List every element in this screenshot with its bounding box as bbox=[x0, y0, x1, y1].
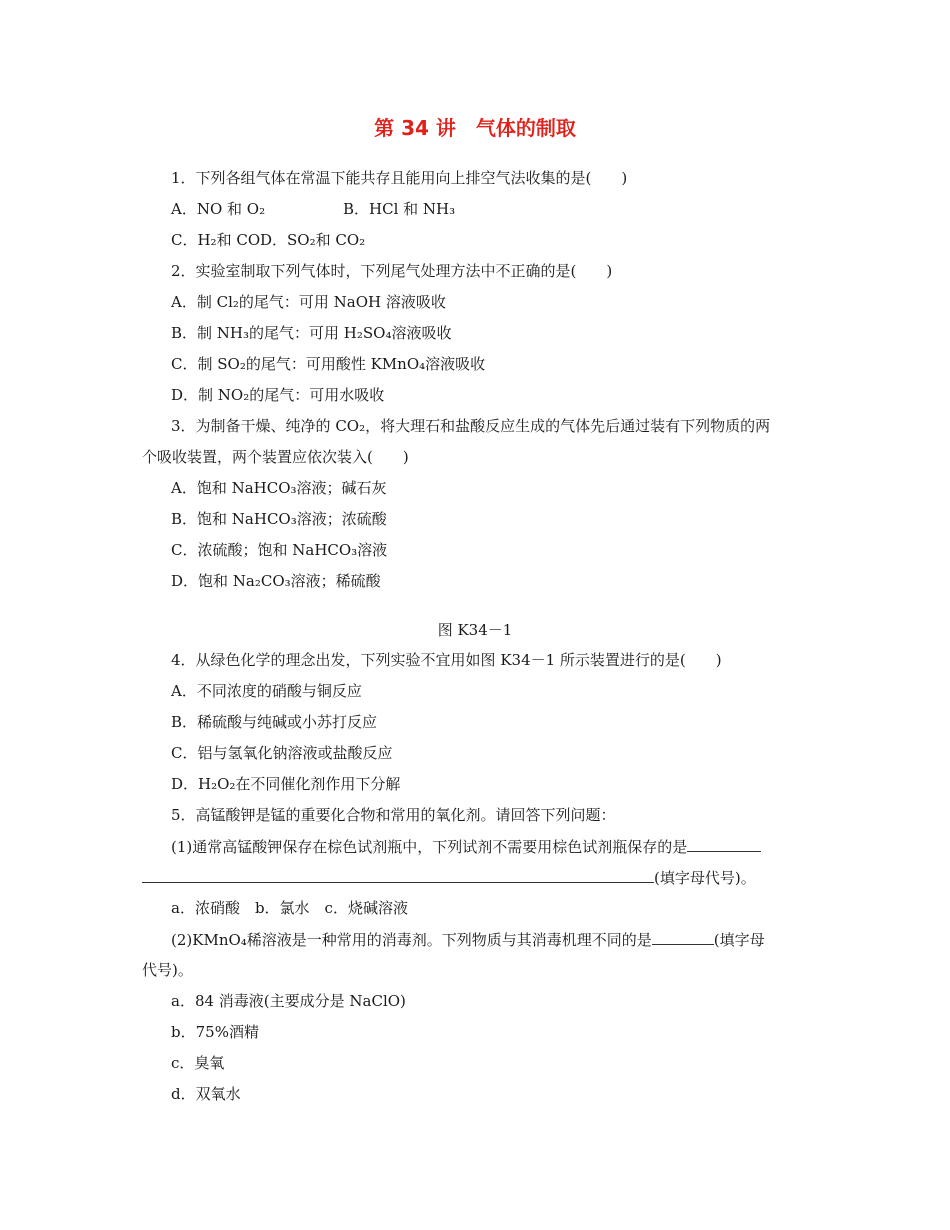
q1-stem: 1．下列各组气体在常温下能共存且能用向上排空气法收集的是( ) bbox=[171, 169, 628, 187]
q1-option-d: D．SO₂和 CO₂ bbox=[260, 231, 366, 249]
q5-part2-option-c: c．臭氧 bbox=[171, 1054, 225, 1072]
q1-option-c: C．H₂和 CO bbox=[171, 231, 261, 249]
q4-option-d: D．H₂O₂在不同催化剂作用下分解 bbox=[171, 775, 401, 793]
q5-stem: 5．高锰酸钾是锰的重要化合物和常用的氧化剂。请回答下列问题： bbox=[171, 806, 616, 824]
q3-option-c: C．浓硫酸；饱和 NaHCO₃溶液 bbox=[171, 541, 388, 559]
page-title: 第 34 讲 气体的制取 bbox=[374, 116, 576, 140]
q5-part2-line2: 代号)。 bbox=[142, 961, 193, 979]
q1-option-b: B．HCl 和 NH₃ bbox=[343, 200, 456, 218]
q2-option-d: D．制 NO₂的尾气：可用水吸收 bbox=[171, 386, 385, 404]
q5-part1-line2 bbox=[142, 867, 756, 888]
figure-caption: 图 K34－1 bbox=[437, 621, 513, 639]
q5-part1-text: (1)通常高锰酸钾保存在棕色试剂瓶中，下列试剂不需要用棕色试剂瓶保存的是 bbox=[171, 838, 688, 856]
q3-option-d: D．饱和 Na₂CO₃溶液；稀硫酸 bbox=[171, 572, 381, 590]
q4-stem: 4．从绿色化学的理念出发，下列实验不宜用如图 K34－1 所示装置进行的是( ) bbox=[171, 651, 722, 669]
q5-part1-answer-blank-cont[interactable] bbox=[142, 867, 654, 883]
q5-part2-option-d: d．双氧水 bbox=[171, 1085, 241, 1103]
q1-option-a: A．NO 和 O₂ bbox=[171, 200, 266, 218]
q5-part2-tail: (填字母 bbox=[713, 931, 765, 949]
q2-option-b: B．制 NH₃的尾气：可用 H₂SO₄溶液吸收 bbox=[171, 324, 452, 342]
q5-part2-answer-blank[interactable] bbox=[652, 929, 714, 945]
q5-part2-option-a: a．84 消毒液(主要成分是 NaClO) bbox=[171, 992, 406, 1010]
q5-part1-line1 bbox=[171, 836, 761, 857]
q2-option-c: C．制 SO₂的尾气：可用酸性 KMnO₄溶液吸收 bbox=[171, 355, 486, 373]
q5-part1-answer-blank[interactable] bbox=[687, 836, 761, 852]
q3-option-a: A．饱和 NaHCO₃溶液；碱石灰 bbox=[171, 479, 387, 497]
q5-part2-line1 bbox=[171, 929, 765, 950]
q2-stem: 2．实验室制取下列气体时，下列尾气处理方法中不正确的是( ) bbox=[171, 262, 613, 280]
q4-option-a: A．不同浓度的硝酸与铜反应 bbox=[171, 682, 362, 700]
q5-part2-option-b: b．75%酒精 bbox=[171, 1023, 259, 1041]
q3-stem-line2: 个吸收装置，两个装置应依次装入( ) bbox=[142, 448, 409, 466]
q5-part2-text: (2)KMnO₄稀溶液是一种常用的消毒剂。下列物质与其消毒机理不同的是 bbox=[171, 931, 652, 949]
q5-part1-options: a．浓硝酸 b．氯水 c．烧碱溶液 bbox=[171, 899, 408, 917]
q3-stem-line1: 3．为制备干燥、纯净的 CO₂，将大理石和盐酸反应生成的气体先后通过装有下列物质的两 bbox=[171, 417, 771, 435]
q4-option-b: B．稀硫酸与纯碱或小苏打反应 bbox=[171, 713, 378, 731]
q3-option-b: B．饱和 NaHCO₃溶液；浓硫酸 bbox=[171, 510, 387, 528]
q5-part1-tail: (填字母代号)。 bbox=[654, 869, 756, 887]
q4-option-c: C．铝与氢氧化钠溶液或盐酸反应 bbox=[171, 744, 393, 762]
q2-option-a: A．制 Cl₂的尾气：可用 NaOH 溶液吸收 bbox=[171, 293, 446, 311]
